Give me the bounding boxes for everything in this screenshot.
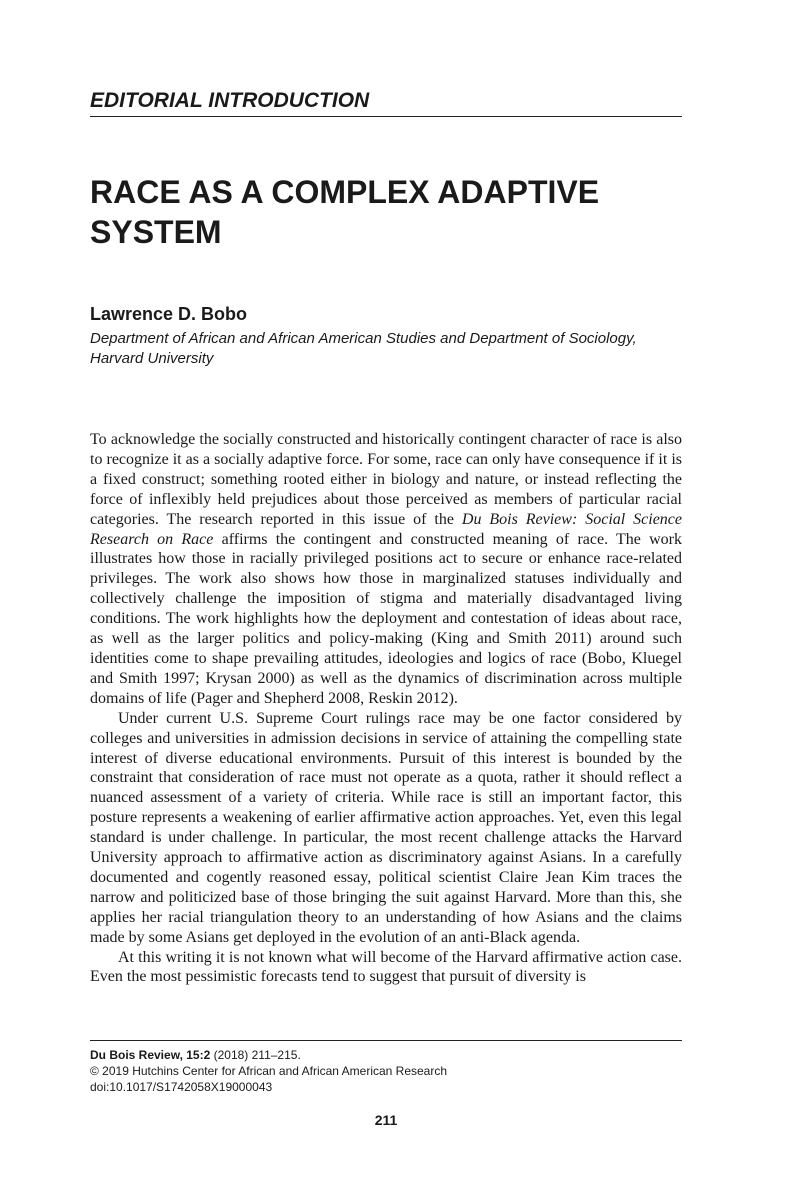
paragraph-1-part-b: affirms the contingent and constructed meaning of race. The work illustrates how those in racially privileged positions act to secure or enhance race-related privileges. The work also shows how those in marginalized statuses individually and collectively challenge the imposition of stigma and materially disadvantaged living conditions. The work highlights how the deployment and contestation of ideas about race, as well as the larger politics and policy-making (King and Smith 2011) around such identities come to shape prevailing attitudes, ideologies and logics of race (Bobo, Kluegel and Smith 1997; Krysan 2000) as well as the dynamics of discrimination across multiple domains of life (Pager and Shepherd 2008, Reskin 2012). [90,530,683,707]
article-title: RACE AS A COMPLEX ADAPTIVE SYSTEM [90,174,600,250]
section-label: EDITORIAL INTRODUCTION [90,88,682,117]
citation-line [90,1047,682,1063]
journal-volume: Du Bois Review, 15:2 [90,1048,211,1062]
paragraph-1 [90,430,682,709]
paragraph-2: Under current U.S. Supreme Court rulings race may be one factor considered by colleges and universities in admission decisions in service of attaining the compelling state interest of diverse educational environments. Pursuit of this interest is bounded by the constraint that consideration of race must not operate as a quota, rather it should reflect a nuanced assessment of a variety of criteria. While race is still an important factor, this posture represents a weakening of earlier affirmative action approaches. Yet, even this legal standard is under challenge. In particular, the most recent challenge attacks the Harvard University approach to affirmative action as discriminatory against Asians. In a carefully documented and cogently reasoned essay, political scientist Claire Jean Kim traces the narrow and politicized base of those bringing the suit against Harvard. More than this, she applies her racial triangulation theory to an understanding of how Asians and the claims made by some Asians get deployed in the evolution of an anti-Black agenda. [90,709,682,946]
copyright-line: © 2019 Hutchins Center for African and African American Research [90,1064,448,1078]
author-name: Lawrence D. Bobo [90,304,248,324]
page-number: 211 [374,1112,398,1128]
journal-name: Du Bois Review: Social Science Research on Race [90,510,682,548]
author-affiliation: Department of African and African American Studies and Department of Sociology, Harvard University [90,330,637,367]
article-body [90,430,682,987]
paragraph-3: At this writing it is not known what will become of the Harvard affirmative action case. Even the most pessimistic forecasts tend to suggest that pursuit of diversity is [90,948,682,986]
paragraph-1-part-a: To acknowledge the socially constructed and historically contingent character of race is also to recognize it as a socially adaptive force. For some, race can only have consequence if it is a fixed construct; something rooted either in biology and nature, or instead reflecting the force of inflexibly held prejudices about those perceived as members of particular racial categories. The research reported in this issue of the [90,431,682,528]
year-pages: (2018) 211–215. [210,1048,301,1062]
doi-line: doi:10.1017/S1742058X19000043 [90,1080,273,1094]
footer-citation [90,1040,682,1095]
